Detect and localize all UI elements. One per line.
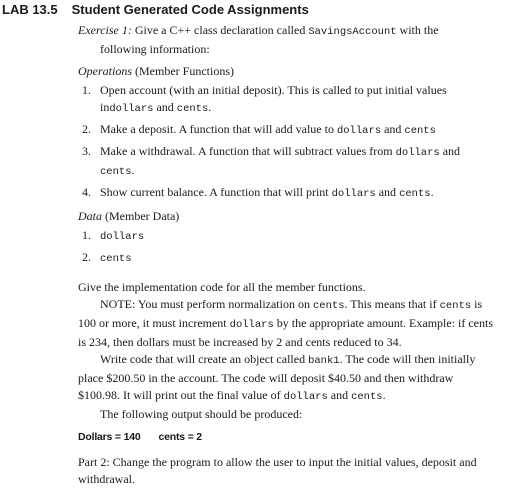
item-number: 3. — [82, 144, 91, 158]
write-paragraph — [78, 351, 498, 406]
item-text: and — [153, 100, 177, 114]
exercise-text-b: with the — [396, 23, 439, 37]
output-dollars: Dollars = 140 — [78, 431, 141, 443]
operations-heading: Operations — [78, 64, 132, 78]
write-text: Write code that will create an object called — [100, 352, 309, 366]
item-text: . — [208, 100, 212, 114]
item-text: and — [439, 144, 461, 158]
item-text: . — [430, 185, 434, 199]
lab-title: Student Generated Code Assignments — [71, 2, 309, 17]
code-cents: cents — [100, 166, 132, 178]
code-cents: cents — [404, 125, 436, 137]
code-dollars: dollars — [100, 231, 145, 243]
lab-header — [2, 2, 309, 17]
item-text: Make a deposit. A function that will add value to — [100, 122, 337, 136]
exercise-intro-cont: following information: — [100, 42, 210, 56]
item-text: . — [131, 163, 135, 177]
part2-paragraph: Part 2: Change the program to allow the user to input the initial values, deposit and withdrawal. — [78, 455, 477, 486]
list-item — [78, 184, 498, 203]
expected-output — [78, 429, 498, 446]
item-text: and — [375, 185, 400, 199]
code-cents: cents — [100, 253, 132, 265]
item-number: 1. — [82, 83, 91, 97]
data-heading: Data — [78, 209, 102, 223]
code-dollars: dollars — [336, 125, 382, 137]
item-text: Open account (with an initial deposit). This is called to put initial values in — [100, 83, 447, 114]
implementation-text: Give the implementation code for all the member functions. — [78, 280, 366, 294]
note-text: . This means that if — [344, 297, 440, 311]
assignment-body — [78, 22, 498, 488]
item-text: and — [381, 122, 405, 136]
code-cents: cents — [312, 300, 345, 312]
list-item — [78, 121, 498, 140]
write-text: . — [382, 388, 386, 402]
code-dollars: dollars — [395, 147, 440, 159]
data-title — [78, 208, 498, 225]
code-cents: cents — [399, 188, 431, 200]
note-text: by the appropriate amount. Example: if cents is 234, then dollars must be increased by 2 and cents reduced to 34. — [78, 316, 494, 349]
operations-title — [78, 63, 498, 80]
list-item — [78, 227, 498, 246]
code-cents: cents — [439, 300, 472, 312]
code-cents: cents — [176, 103, 209, 115]
code-dollars: dollars — [283, 391, 328, 403]
exercise-text: Give a C++ class declaration called — [131, 23, 309, 37]
item-number: 2. — [82, 122, 91, 136]
note-text: NOTE: You must perform normalization on — [100, 297, 313, 311]
output-cents: cents = 2 — [158, 431, 202, 443]
note-paragraph — [78, 296, 498, 351]
output-intro: The following output should be produced: — [100, 407, 303, 421]
item-number: 2. — [82, 250, 91, 264]
lab-number: LAB 13.5 — [2, 2, 58, 17]
write-text: and — [327, 388, 352, 402]
item-number: 4. — [82, 185, 91, 199]
note-text: is 100 or more, it must increment — [78, 297, 483, 330]
list-item — [78, 143, 498, 181]
code-dollars: dollars — [331, 188, 376, 200]
code-dollars: dollars — [109, 103, 154, 115]
exercise-label: Exercise 1: — [78, 23, 132, 37]
item-text: Make a withdrawal. A function that will subtract values from — [100, 144, 396, 158]
list-item — [78, 249, 498, 268]
item-number: 1. — [82, 228, 91, 242]
code-bank1: bank1 — [308, 355, 340, 367]
item-text: Show current balance. A function that will print — [100, 185, 332, 199]
code-dollars: dollars — [229, 319, 274, 331]
operations-list — [78, 82, 498, 203]
class-name: SavingsAccount — [308, 26, 397, 38]
data-subtitle: (Member Data) — [102, 209, 180, 223]
code-cents: cents — [351, 391, 383, 403]
exercise-intro — [78, 22, 498, 41]
list-item — [78, 82, 498, 118]
write-text: . The code will then initially place $200.50 in the account. The code will deposit $40.50 and then withdraw $100.98. It will print out the final value of — [78, 352, 476, 402]
operations-subtitle: (Member Functions) — [132, 64, 234, 78]
data-list — [78, 227, 498, 268]
